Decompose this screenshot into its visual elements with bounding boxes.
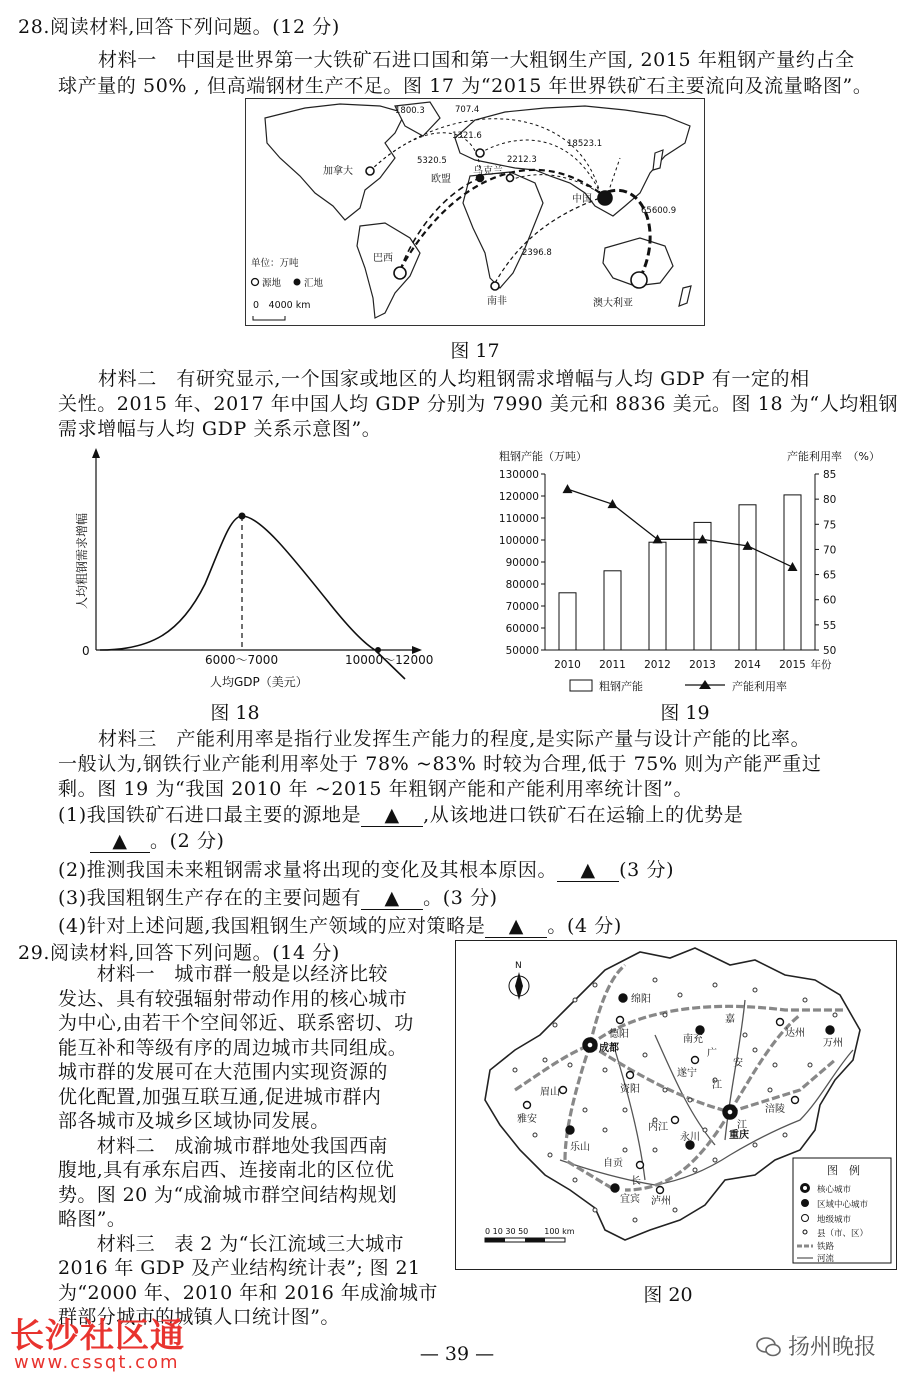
legend-item: 区域中心城市 [817, 1200, 869, 1210]
city-label: 乐山 [570, 1142, 590, 1153]
county-dot [673, 1208, 677, 1212]
watermark-account [756, 1330, 876, 1361]
q29-text-line: 部各城市及城乡区域协同发展。 [58, 1110, 330, 1132]
q28-sub3 [58, 883, 498, 910]
fig19-bar-2011 [604, 571, 621, 650]
q28-material1-line1: 材料一 中国是世界第一大铁矿石进口国和第一大粗钢生产国, 2015 年粗钢产量约占全 [98, 49, 855, 71]
q28-material2-line2: 关性。2015 年、2017 年中国人均 GDP 分别为 7990 美元和 8836 美元。图 18 为“人均粗钢 [58, 393, 899, 415]
county-dot [593, 983, 597, 987]
q29-text-line: 材料三 表 2 为“长江流域三大城市 [58, 1232, 404, 1255]
wechat-icon [756, 1336, 782, 1358]
q29-text-line: 能互补和等级有序的周边城市共同组成。 [58, 1036, 408, 1059]
fig19-left-tick-label: 90000 [505, 557, 539, 569]
county-dot [663, 1088, 667, 1092]
fig19-x-tick-label: 2015 [779, 659, 806, 671]
county-dot [773, 1063, 777, 1067]
city-label: 永川 [680, 1132, 700, 1143]
county-dot [553, 1023, 557, 1027]
north-label: N [515, 961, 522, 971]
legend-item: 核心城市 [817, 1185, 852, 1195]
q29-text-line: 材料一 城市群一般是以经济比较 [58, 963, 388, 985]
county-dot [713, 983, 717, 987]
city-label: 涪陵 [765, 1104, 785, 1115]
q28-sub4-text-a: (4)针对上述问题,我国粗钢生产领域的应对策略是 [58, 915, 486, 937]
county-dot [603, 1128, 607, 1132]
fig18-x-tick-1: 6000～7000 [205, 653, 279, 667]
fig19-left-tick-label: 110000 [498, 513, 539, 525]
answer-blank[interactable]: ▲ [485, 915, 547, 938]
fig19-right-tick-label: 50 [823, 645, 837, 657]
county-dot [593, 1208, 597, 1212]
city-label: 重庆 [729, 1130, 749, 1141]
q28-sub2-text-b: (3 分) [619, 859, 675, 881]
fig19-x-tick-label: 2014 [734, 659, 761, 671]
fig20-caption: 图 20 [643, 1284, 693, 1306]
q28-sub3-text-a: (3)我国粗钢生产存在的主要问题有 [58, 887, 362, 909]
map-legend-source: 源地 [262, 278, 282, 289]
q29-text-line: 2016 年 GDP 及产业结构统计表”; 图 21 [58, 1257, 421, 1279]
county-dot [753, 1143, 757, 1147]
city-label: 德阳 [609, 1029, 629, 1040]
q28-material3-line1: 材料三 产能利用率是指行业发挥生产能力的程度,是实际产量与设计产能的比率。 [98, 728, 811, 750]
legend-item: 河流 [817, 1254, 835, 1264]
q29-text-line: 优化配置,加强互联互通,促进城市群内 [58, 1085, 382, 1108]
fig19-right-tick-label: 85 [823, 469, 837, 481]
q28-material1-line2: 球产量的 50% , 但高端钢材生产不足。图 17 为“2015 年世界铁矿石主要流向及流量略图”。 [58, 75, 873, 97]
fig19-left-tick-label: 70000 [505, 601, 539, 613]
fig19-left-tick-label: 60000 [505, 623, 539, 635]
fig18-origin: 0 [82, 644, 90, 658]
map-label-canada: 加拿大 [323, 166, 353, 177]
county-dot [623, 1148, 627, 1152]
county-dot [513, 1068, 517, 1072]
county-dot [693, 1168, 697, 1172]
county-dot [713, 1158, 717, 1162]
q28-sub4-text-b: 。(4 分) [547, 915, 622, 937]
fig19-capacity-chart [485, 444, 895, 699]
q28-sub4 [58, 911, 622, 938]
fig19-right-tick-label: 55 [823, 619, 837, 632]
q29-text-line: 略图”。 [58, 1208, 127, 1230]
county-dot [653, 978, 657, 982]
fig19-bar-2012 [649, 542, 666, 650]
q29-materials [58, 962, 453, 1330]
answer-blank[interactable]: ▲ [90, 830, 150, 853]
fig19-left-tick-label: 100000 [498, 535, 539, 547]
fig19-left-tick-label: 80000 [505, 579, 539, 591]
map-label-brazil: 巴西 [373, 253, 393, 264]
county-dot [568, 1063, 572, 1067]
fig19-left-tick-label: 120000 [498, 491, 539, 503]
county-dot [768, 1088, 772, 1092]
county-dot [678, 993, 682, 997]
map-label-ukraine: 乌克兰 [473, 166, 503, 177]
county-dot [583, 1108, 587, 1112]
fig19-x-tick-label: 2012 [644, 659, 671, 671]
city-label: 眉山 [540, 1087, 560, 1098]
q28-material2-line3: 需求增幅与人均 GDP 关系示意图”。 [58, 418, 382, 440]
county-dot [743, 1033, 747, 1037]
fig18-demand-curve [60, 444, 440, 694]
q29-text-line: 群部分城市的城镇人口统计图”。 [58, 1306, 340, 1328]
q28-sub2-text-a: (2)推测我国未来粗钢需求量将出现的变化及其根本原因。 [58, 859, 558, 881]
q28-material3-line3: 剩。图 19 为“我国 2010 年 ~2015 年粗钢产能和产能利用率统计图”。 [58, 778, 694, 800]
q29-text-line: 城市群的发展可在大范围内实现资源的 [58, 1061, 388, 1083]
county-dot [533, 1133, 537, 1137]
county-dot [573, 998, 577, 1002]
county-dot [643, 1053, 647, 1057]
q29-text-line: 材料二 成渝城市群地处我国西南 [58, 1134, 388, 1157]
flow-value: 1800.3 [395, 106, 425, 116]
fig19-caption: 图 19 [660, 702, 710, 724]
fig19-utilization-line [568, 489, 793, 567]
q28-sub2 [58, 855, 674, 882]
q28-sub1-text-a: (1)我国铁矿石进口最主要的源地是 [58, 804, 362, 826]
map-legend-sink: 汇地 [304, 278, 324, 289]
page-number: — 39 — [419, 1343, 495, 1365]
fig19-x-tick-label: 2011 [599, 659, 626, 671]
county-dot [663, 1013, 667, 1017]
county-dot [753, 988, 757, 992]
flow-value: 65600.9 [641, 206, 677, 216]
county-dot [808, 1063, 812, 1067]
city-label: 泸州 [651, 1196, 671, 1207]
map-label-australia: 澳大利亚 [593, 298, 633, 309]
answer-blank[interactable]: ▲ [361, 887, 423, 910]
city-label: 绵阳 [631, 994, 651, 1005]
watermark-site-name: 长沙社区通 [10, 1316, 185, 1356]
q28-sub1-text-b: ,从该地进口铁矿石在运输上的优势是 [423, 804, 744, 826]
flow-value: 5320.5 [417, 156, 447, 166]
city-label: 南充 [683, 1034, 703, 1045]
county-dot [623, 1108, 627, 1112]
flow-value: 18523.1 [567, 139, 603, 149]
fig19-legend-line: 产能利用率 [732, 680, 787, 693]
city-label: 资阳 [620, 1084, 640, 1095]
answer-blank[interactable]: ▲ [361, 804, 423, 827]
fig18-xlabel: 人均GDP（美元） [210, 675, 308, 689]
fig19-bar-2014 [739, 505, 756, 650]
city-label: 广 [707, 1048, 717, 1059]
q28-header: 28.阅读材料,回答下列问题。(12 分) [18, 16, 340, 38]
fig19-bar-2015 [784, 495, 801, 650]
fig19-right-tick-label: 60 [823, 594, 837, 607]
flow-value: 707.4 [455, 105, 480, 115]
county-dot [653, 1148, 657, 1152]
county-dot [543, 1058, 547, 1062]
county-dot [573, 1178, 577, 1182]
q28-sub1-text-c: 。(2 分) [150, 830, 225, 852]
fig18-ylabel: 人均粗钢需求增幅 [75, 512, 89, 609]
city-label: 万州 [823, 1038, 843, 1049]
city-label: 宜宾 [620, 1194, 640, 1205]
watermark-account-name: 扬州晚报 [788, 1335, 877, 1360]
legend-title: 图 例 [827, 1164, 860, 1177]
fig17-caption: 图 17 [450, 340, 500, 362]
q29-text-line: 为“2000 年、2010 年和 2016 年成渝城市 [58, 1281, 438, 1304]
map-label-china: 中国 [572, 194, 592, 205]
county-dot [548, 1153, 552, 1157]
map-legend-unit: 单位：万吨 [251, 258, 299, 269]
city-label: 江 [712, 1080, 722, 1091]
flow-value: 2212.3 [507, 155, 537, 165]
q29-text-line: 发达、具有较强辐射带动作用的核心城市 [58, 987, 408, 1010]
fig20-legend [793, 1158, 891, 1264]
map-scale: 0 4000 km [253, 300, 311, 311]
county-dot [688, 1098, 692, 1102]
q29-text-line: 腹地,具有承东启西、连接南北的区位优 [58, 1159, 395, 1181]
fig20-chengyu-map [455, 940, 897, 1270]
fig19-x-tick-label: 2013 [689, 659, 716, 671]
flow-value: 1321.6 [452, 131, 482, 141]
county-dot [603, 1068, 607, 1072]
city-label: 成都 [599, 1043, 619, 1054]
fig19-left-tick-label: 50000 [505, 645, 539, 657]
fig19-ylabel-right: 产能利用率 （%） [787, 450, 880, 463]
map-label-europe: 欧盟 [431, 174, 451, 185]
county-dot [833, 1013, 837, 1017]
fig18-caption: 图 18 [210, 702, 260, 724]
county-dot [803, 998, 807, 1002]
q28-sub3-text-b: 。(3 分) [423, 887, 498, 909]
fig19-x-tick-label: 2010 [554, 659, 581, 671]
answer-blank[interactable]: ▲ [557, 859, 619, 882]
legend-item: 县（市、区） [817, 1229, 869, 1239]
q28-sub1 [58, 800, 743, 827]
county-dot [753, 1048, 757, 1052]
fig19-right-tick-label: 75 [823, 519, 837, 532]
fig19-left-tick-label: 130000 [498, 469, 539, 481]
city-label: 遂宁 [677, 1068, 697, 1079]
county-dot [633, 1218, 637, 1222]
q29-text-line: 为中心,由若干个空间邻近、联系密切、功 [58, 1012, 414, 1034]
fig18-x-tick-2: 10000～12000 [345, 653, 434, 667]
fig19-ylabel-left: 粗钢产能（万吨） [499, 450, 587, 463]
map-label-south-africa: 南非 [487, 296, 507, 307]
fig19-x-axis-suffix: 年份 [810, 659, 832, 671]
city-label: 内江 [648, 1122, 668, 1133]
legend-item: 地级城市 [817, 1215, 852, 1225]
county-dot [783, 1133, 787, 1137]
map-scale: 0 10 30 50 100 km [485, 1227, 575, 1236]
city-label: 雅安 [517, 1114, 537, 1125]
watermark-url: www.cssqt.com [14, 1352, 180, 1373]
q29-text-line: 势。图 20 为“成渝城市群空间结构规划 [58, 1183, 397, 1206]
q28-sub1-cont [90, 826, 225, 853]
city-label: 长 [631, 1176, 641, 1187]
q29-header: 29.阅读材料,回答下列问题。(14 分) [18, 942, 340, 964]
city-label: 安 [733, 1058, 743, 1069]
city-label: 自贡 [603, 1158, 623, 1169]
legend-item: 铁路 [817, 1242, 835, 1252]
fig19-right-tick-label: 80 [823, 494, 837, 507]
fig17-world-map [245, 98, 705, 326]
fig19-right-tick-label: 65 [823, 569, 837, 582]
city-label: 嘉 [725, 1014, 735, 1025]
fig19-utilization-point-2010 [563, 484, 573, 493]
city-label: 达州 [785, 1028, 805, 1039]
city-label: 江 [737, 1120, 747, 1131]
q28-material3-line2: 一般认为,钢铁行业产能利用率处于 78% ~83% 时较为合理,低于 75% 则为产能严重过 [58, 753, 822, 775]
fig19-bar-2010 [559, 593, 576, 650]
q28-material2-line1: 材料二 有研究显示,一个国家或地区的人均粗钢需求增幅与人均 GDP 有一定的相 [98, 368, 810, 390]
county-dot [703, 1128, 707, 1132]
fig19-right-tick-label: 70 [823, 544, 837, 557]
flow-value: 2396.8 [522, 248, 552, 258]
fig19-legend-bar: 粗钢产能 [599, 680, 643, 693]
